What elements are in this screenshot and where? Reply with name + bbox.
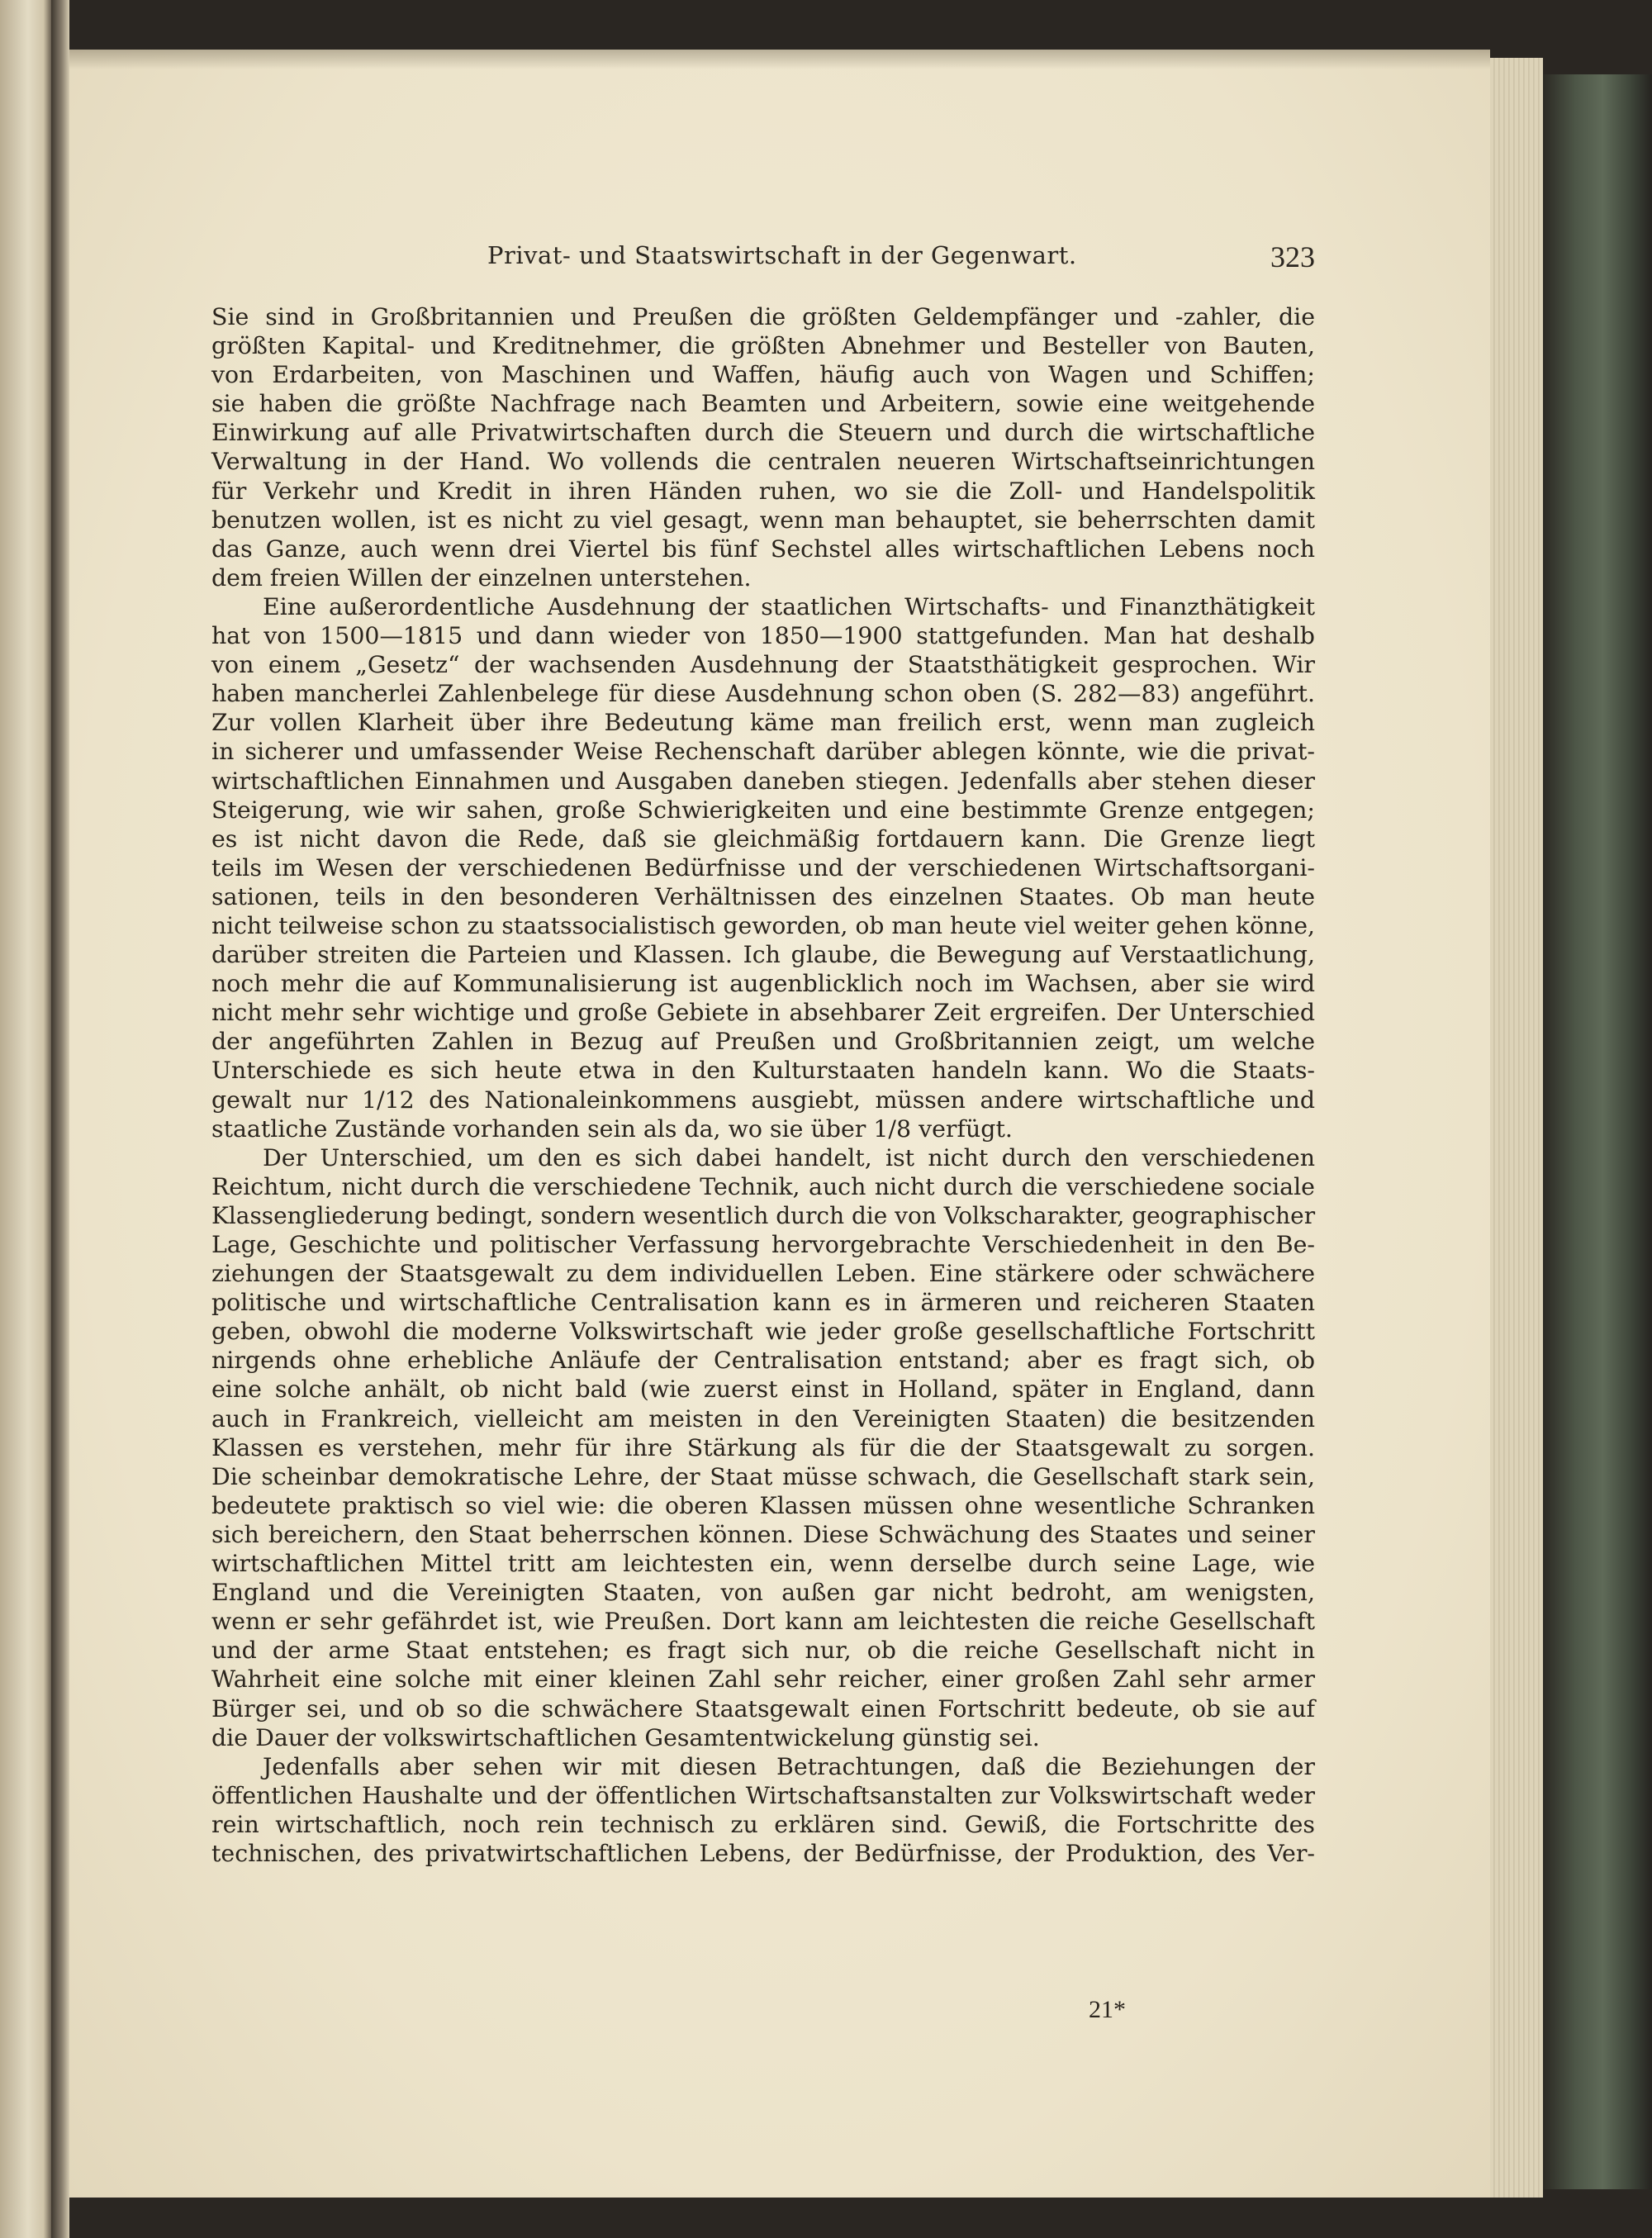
text-line: von einem „Gesetz“ der wachsenden Ausdehnung der Staatsthätigkeit gesprochen. Wir — [211, 651, 1315, 679]
text-line: Sie sind in Großbritannien und Preußen die größten Geldempfänger und -zahler, die — [211, 303, 1315, 330]
text-line: gewalt nur 1/12 des Nationaleinkommens ausgiebt, müssen andere wirtschaftliche und — [211, 1086, 1315, 1114]
body-text — [211, 302, 1315, 1868]
text-line: Der Unterschied, um den es sich dabei handelt, ist nicht durch den verschiedenen — [263, 1143, 1315, 1171]
text-line: sationen, teils in den besonderen Verhältnissen des einzelnen Staates. Ob man heute — [211, 882, 1315, 910]
text-line: eine solche anhält, ob nicht bald (wie zuerst einst in Holland, später in England, dann — [211, 1376, 1315, 1404]
page-fore-edge — [1490, 58, 1543, 2198]
text-line: nirgends ohne erhebliche Anläufe der Centralisation entstand; aber es fragt sich, ob — [211, 1347, 1315, 1375]
text-line: hat von 1500—1815 und dann wieder von 1850—1900 stattgefunden. Man hat deshalb — [211, 622, 1315, 650]
text-line: nicht teilweise schon zu staatssocialistisch geworden, ob man heute viel weiter gehen könne, — [211, 911, 1315, 939]
text-line: Unterschiede es sich heute etwa in den Kulturstaaten handeln kann. Wo die Staats- — [211, 1057, 1315, 1085]
text-line: darüber streiten die Parteien und Klassen. Ich glaube, die Bewegung auf Verstaatlichung, — [211, 941, 1315, 969]
text-line: Klassen es verstehen, mehr für ihre Stärkung als für die der Staatsgewalt zu sorgen. — [211, 1433, 1315, 1461]
text-line: technischen, des privatwirtschaftlichen Lebens, der Bedürfnisse, der Produktion, des Ver- — [211, 1839, 1315, 1867]
text-line: nicht mehr sehr wichtige und große Gebiete in absehbarer Zeit ergreifen. Der Unterschied — [211, 999, 1315, 1027]
text-line: Wahrheit eine solche mit einer kleinen Zahl sehr reicher, einer großen Zahl sehr armer — [211, 1665, 1315, 1694]
text-line: und der arme Staat entstehen; es fragt sich nur, ob die reiche Gesellschaft nicht in — [211, 1637, 1315, 1665]
text-line: Einwirkung auf alle Privatwirtschaften durch die Steuern und durch die wirtschaftliche — [211, 419, 1315, 447]
text-line: geben, obwohl die moderne Volkswirtschaft wie jeder große gesellschaftliche Fortschritt — [211, 1318, 1315, 1346]
text-line: England und die Vereinigten Staaten, von außen gar nicht bedroht, am wenigsten, — [211, 1579, 1315, 1607]
text-line: sie haben die größte Nachfrage nach Beamten und Arbeitern, sowie eine weitgehende — [211, 390, 1315, 418]
text-line: benutzen wollen, ist es nicht zu viel gesagt, wenn man behauptet, sie beherrschten damit — [211, 506, 1315, 534]
page-number: 323 — [1270, 240, 1315, 273]
text-line: ziehungen der Staatsgewalt zu dem individuellen Leben. Eine stärkere oder schwächere — [211, 1260, 1315, 1288]
text-line: größten Kapital- und Kreditnehmer, die größten Abnehmer und Besteller von Bauten, — [211, 332, 1315, 360]
text-line: wenn er sehr gefährdet ist, wie Preußen. Dort kann am leichtesten die reiche Gesellschaft — [211, 1608, 1315, 1636]
text-line: die Dauer der volkswirtschaftlichen Gesamtentwickelung günstig sei. — [211, 1723, 1040, 1751]
text-line: in sicherer und umfassender Weise Rechenschaft darüber ablegen könnte, wie die privat- — [211, 738, 1315, 766]
text-line: Zur vollen Klarheit über ihre Bedeutung käme man freilich erst, wenn man zugleich — [211, 709, 1315, 737]
book-cover — [1543, 74, 1652, 2189]
text-line: der angeführten Zahlen in Bezug auf Preußen und Großbritannien zeigt, um welche — [211, 1028, 1315, 1056]
text-line: Verwaltung in der Hand. Wo vollends die centralen neueren Wirtschaftseinrichtungen — [211, 448, 1315, 476]
text-line: dem freien Willen der einzelnen unterstehen. — [211, 563, 752, 592]
text-line: für Verkehr und Kredit in ihren Händen ruhen, wo sie die Zoll- und Handelspolitik — [211, 477, 1315, 505]
signature-mark: 21* — [1089, 1996, 1126, 2023]
text-line: Eine außerordentliche Ausdehnung der staatlichen Wirtschafts- und Finanzthätigkeit — [263, 592, 1315, 620]
text-line: bedeutete praktisch so viel wie: die oberen Klassen müssen ohne wesentliche Schranken — [211, 1491, 1315, 1519]
text-line: das Ganze, auch wenn drei Viertel bis fünf Sechstel alles wirtschaftlichen Lebens noch — [211, 535, 1315, 563]
facing-page-edge — [0, 0, 51, 2238]
running-head: Privat- und Staatswirtschaft in der Gegenwart. — [487, 241, 1077, 269]
text-line: teils im Wesen der verschiedenen Bedürfnisse und der verschiedenen Wirtschaftsorgani- — [211, 853, 1315, 881]
text-line: von Erdarbeiten, von Maschinen und Waffen, häufig auch von Wagen und Schiffen; — [211, 361, 1315, 389]
text-line: öffentlichen Haushalte und der öffentlichen Wirtschaftsanstalten zur Volkswirtschaft weder — [211, 1781, 1315, 1809]
text-line: rein wirtschaftlich, noch rein technisch zu erklären sind. Gewiß, die Fortschritte des — [211, 1810, 1315, 1838]
text-line: noch mehr die auf Kommunalisierung ist augenblicklich noch im Wachsen, aber sie wird — [211, 970, 1315, 998]
text-line: wirtschaftlichen Einnahmen und Ausgaben daneben stiegen. Jedenfalls aber stehen dieser — [211, 767, 1315, 795]
text-line: haben mancherlei Zahlenbelege für diese Ausdehnung schon oben (S. 282—83) angeführt. — [211, 680, 1315, 708]
text-line: Lage, Geschichte und politischer Verfassung hervorgebrachte Verschiedenheit in den Be- — [211, 1231, 1315, 1258]
text-line: wirtschaftlichen Mittel tritt am leichtesten ein, wenn derselbe durch seine Lage, wie — [211, 1550, 1315, 1578]
text-line: politische und wirtschaftliche Centralisation kann es in ärmeren und reicheren Staaten — [211, 1289, 1315, 1317]
text-line: auch in Frankreich, vielleicht am meisten in den Vereinigten Staaten) die besitzenden — [211, 1404, 1315, 1433]
text-line: Die scheinbar demokratische Lehre, der Staat müsse schwach, die Gesellschaft stark sein, — [211, 1462, 1315, 1490]
text-line: Steigerung, wie wir sahen, große Schwierigkeiten und eine bestimmte Grenze entgegen; — [211, 796, 1315, 824]
text-line: Reichtum, nicht durch die verschiedene Technik, auch nicht durch die verschiedene sociale — [211, 1172, 1315, 1200]
page-top-shadow — [69, 50, 1490, 69]
text-line: es ist nicht davon die Rede, daß sie gleichmäßig fortdauern kann. Die Grenze liegt — [211, 824, 1315, 853]
text-line: Jedenfalls aber sehen wir mit diesen Betrachtungen, daß die Beziehungen der — [263, 1752, 1315, 1780]
book-gutter — [51, 0, 69, 2238]
text-line: sich bereichern, den Staat beherrschen können. Diese Schwächung des Staates und seiner — [211, 1520, 1315, 1548]
text-line: staatliche Zustände vorhanden sein als da, wo sie über 1/8 verfügt. — [211, 1114, 1013, 1143]
text-line: Bürger sei, und ob so die schwächere Staatsgewalt einen Fortschritt bedeute, ob sie auf — [211, 1694, 1315, 1722]
text-line: Klassengliederung bedingt, sondern wesentlich durch die von Volkscharakter, geographischer — [211, 1201, 1316, 1229]
